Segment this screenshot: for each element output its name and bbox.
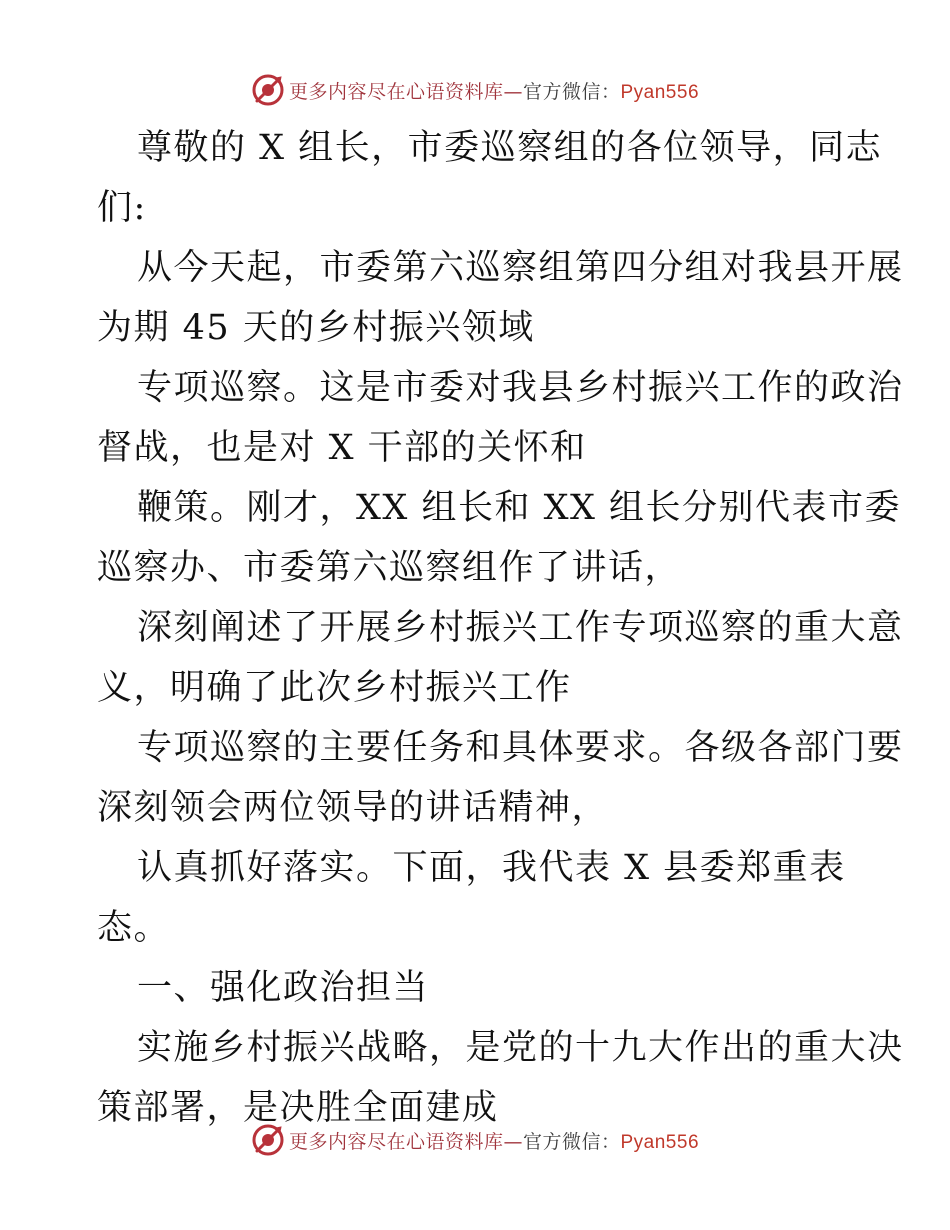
footer-banner <box>0 1120 950 1160</box>
banner-text <box>289 77 699 104</box>
text-line: 鞭策。刚才，XX 组长和 XX 组长分别代表市委 <box>137 488 902 528</box>
logo-icon <box>251 73 285 107</box>
text-line: 策部署，是决胜全面建成 <box>97 1088 499 1128</box>
banner-wechat-id: Pyan556 <box>620 1131 700 1153</box>
banner-wechat-label: 官方微信： <box>522 80 621 103</box>
document-body <box>97 118 904 1138</box>
text-line: 从今天起，市委第六巡察组第四分组对我县开展 <box>137 248 904 288</box>
text-line: 实施乡村振兴战略，是党的十九大作出的重大决 <box>137 1028 904 1068</box>
text-line: 尊敬的 X 组长，市委巡察组的各位领导，同志 <box>137 128 883 168</box>
text-line: 巡察办、市委第六巡察组作了讲话， <box>97 548 682 588</box>
logo-icon <box>251 1123 285 1157</box>
text-line: 义，明确了此次乡村振兴工作 <box>97 668 572 708</box>
text-line: 深刻阐述了开展乡村振兴工作专项巡察的重大意 <box>137 608 904 648</box>
text-line: 认真抓好落实。下面，我代表 X 县委郑重表 <box>137 848 846 888</box>
banner-wechat-id: Pyan556 <box>620 81 700 103</box>
text-line: 督战，也是对 X 干部的关怀和 <box>97 428 587 468</box>
header-banner <box>0 70 950 110</box>
text-line: 为期 45 天的乡村振兴领域 <box>97 308 535 348</box>
banner-text <box>289 1127 699 1154</box>
banner-slogan: 更多内容尽在心语资料库— <box>288 1130 523 1153</box>
text-line: 专项巡察。这是市委对我县乡村振兴工作的政治 <box>137 368 904 408</box>
text-line: 态。 <box>97 908 171 948</box>
text-line: 深刻领会两位领导的讲话精神， <box>97 788 609 828</box>
banner-slogan: 更多内容尽在心语资料库— <box>288 80 523 103</box>
section-heading: 一、强化政治担当 <box>137 968 430 1008</box>
banner-wechat-label: 官方微信： <box>522 1130 621 1153</box>
text-line: 们: <box>97 188 147 228</box>
text-line: 专项巡察的主要任务和具体要求。各级各部门要 <box>137 728 904 768</box>
